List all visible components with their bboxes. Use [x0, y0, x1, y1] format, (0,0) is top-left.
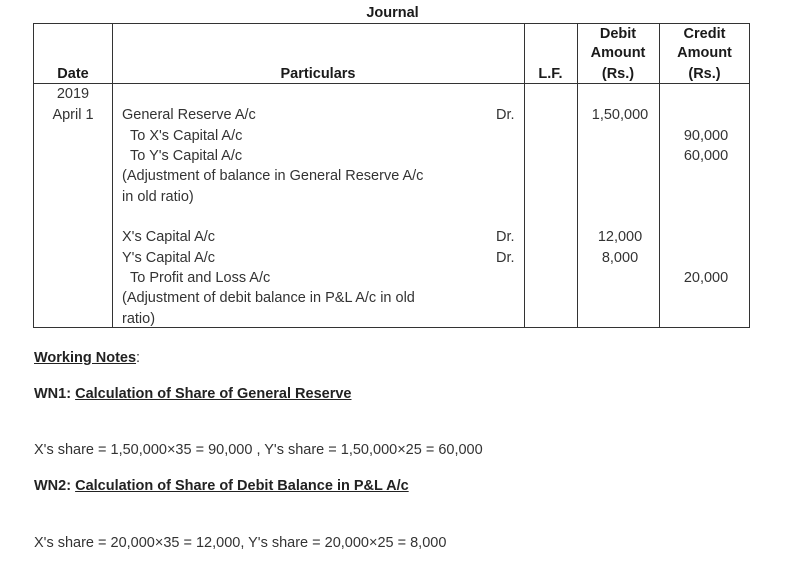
- wn2-calculation: X's share = 20,000×35 = 12,000, Y's share = 20,000×25 = 8,000: [34, 535, 447, 551]
- entry1-credit-account: To X's Capital A/c: [130, 128, 243, 144]
- entry1-credit-amount: 60,000: [683, 148, 729, 164]
- working-notes-heading: [34, 350, 140, 366]
- wn1-label: WN1:: [34, 386, 72, 402]
- entry1-narration: (Adjustment of balance in General Reserve A/c: [122, 168, 424, 184]
- entry2-dr-label: Dr.: [496, 250, 515, 266]
- header-debit: [577, 25, 659, 82]
- wn2-title: Calculation of Share of Debit Balance in P&L A/c: [75, 478, 409, 494]
- header-debit-line: Debit: [599, 26, 637, 42]
- header-debit-line: (Rs.): [601, 66, 635, 82]
- entry1-credit-amount: 90,000: [683, 128, 729, 144]
- header-lf: L.F.: [538, 66, 563, 82]
- wn1-title: Calculation of Share of General Reserve: [75, 386, 352, 402]
- entry2-narration: (Adjustment of debit balance in P&L A/c in old: [122, 290, 415, 306]
- header-particulars: Particulars: [280, 66, 356, 82]
- wn1-calculation: X's share = 1,50,000×35 = 90,000 , Y's share = 1,50,000×25 = 60,000: [34, 442, 483, 458]
- header-credit-line: Credit: [683, 26, 726, 42]
- entry2-credit-amount: 20,000: [683, 270, 729, 286]
- journal-title: Journal: [366, 5, 419, 21]
- date-day: April 1: [52, 107, 94, 123]
- wn1-heading: [34, 386, 352, 402]
- header-credit: [659, 25, 750, 82]
- entry2-debit-account: X's Capital A/c: [122, 229, 216, 245]
- wn2-label: WN2:: [34, 478, 72, 494]
- entry1-dr-label: Dr.: [496, 107, 515, 123]
- working-notes-colon: :: [136, 350, 141, 366]
- entry2-debit-account: Y's Capital A/c: [122, 250, 216, 266]
- entry2-credit-account: To Profit and Loss A/c: [130, 270, 271, 286]
- entry2-narration: ratio): [122, 311, 156, 327]
- entry2-debit-amount: 8,000: [601, 250, 639, 266]
- header-debit-line: Amount: [590, 45, 646, 61]
- entry2-dr-label: Dr.: [496, 229, 515, 245]
- header-credit-line: (Rs.): [688, 66, 721, 82]
- date-year: 2019: [56, 86, 90, 102]
- entry2-debit-amount: 12,000: [597, 229, 643, 245]
- header-credit-line: Amount: [677, 45, 732, 61]
- header-date: Date: [57, 66, 89, 82]
- working-notes-title: Working Notes: [34, 350, 137, 366]
- wn2-heading: [34, 478, 409, 494]
- entry1-debit-amount: 1,50,000: [591, 107, 649, 123]
- entry1-credit-account: To Y's Capital A/c: [130, 148, 243, 164]
- entry1-narration: in old ratio): [122, 189, 194, 205]
- entry1-debit-account: General Reserve A/c: [122, 107, 256, 123]
